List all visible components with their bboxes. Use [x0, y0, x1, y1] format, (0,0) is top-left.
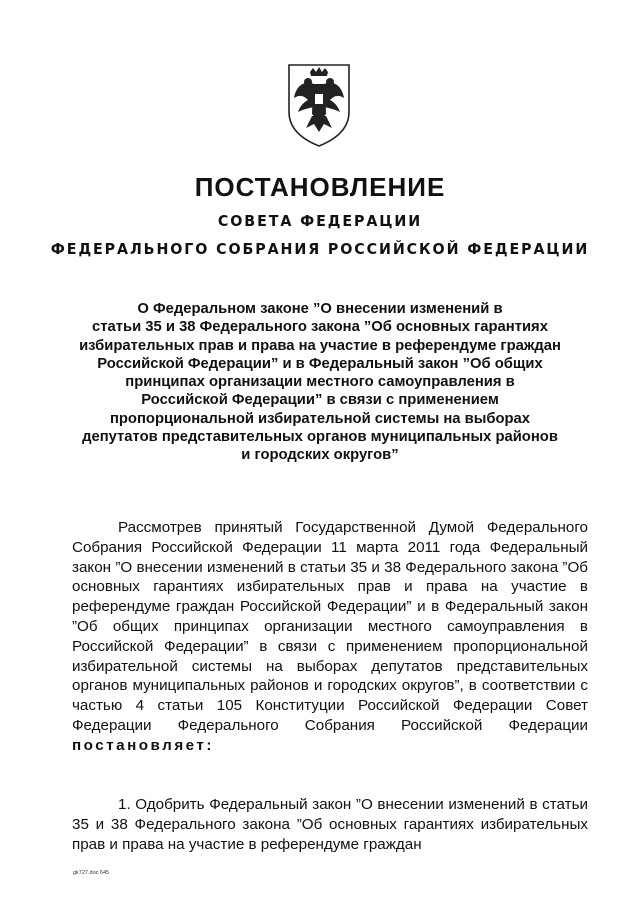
heading-line: О Федеральном законе ”О внесении изменений в — [137, 301, 503, 317]
coat-of-arms-icon — [286, 62, 352, 148]
document-code: gk727.doc 645 — [73, 870, 110, 876]
preamble-text: Рассмотрев принятый Государственной Думой Федерального Собрания Российской Федерации 11 марта 2011 года Федеральный закон ”О внесении изменений в статьи 35 и 38 Федерального закона ”Об основных гарантиях избирательных прав и права на участие в референдуме граждан Российской Федерации” и в Федеральный закон ”Об общих принципах организации местного самоуправления в Российской Федерации” в связи с применением пропорциональной избирательной системы на выборах депутатов представительных органов муниципальных районов и городских округов”, в соответствии с частью 4 статьи 105 Конституции Российской Федерации Совет Федерации Федерального Собрания Российской Федерации — [72, 519, 588, 734]
issuer-line-2: ФЕДЕРАЛЬНОГО СОБРАНИЯ РОССИЙСКОЙ ФЕДЕРАЦИИ — [50, 240, 590, 258]
heading-line: и городских округов” — [241, 447, 399, 464]
preamble-paragraph — [72, 518, 588, 756]
document-title: ПОСТАНОВЛЕНИЕ — [194, 172, 446, 202]
heading-line: депутатов представительных органов муниципальных районов — [82, 429, 558, 446]
clause-1-paragraph: 1. Одобрить Федеральный закон ”О внесении изменений в статьи 35 и 38 Федерального закона ”Об основных гарантиях избирательных прав и права на участие в референдуме граждан — [72, 796, 588, 853]
heading-line: Российской Федерации” и в Федеральный закон ”Об общих — [97, 355, 543, 372]
heading-line: Российской Федерации” в связи с применением — [141, 392, 499, 409]
heading-line: статьи 35 и 38 Федерального закона ”Об основных гарантиях — [92, 319, 548, 336]
heading-line: принципах организации местного самоуправления в — [125, 374, 515, 391]
document-heading — [60, 300, 580, 465]
resolves-word: постановляет: — [72, 736, 214, 754]
issuer-line-1: СОВЕТА ФЕДЕРАЦИИ — [217, 212, 423, 230]
heading-line: пропорциональной избирательной системы на выборах — [109, 410, 531, 427]
heading-line: избирательных прав и права на участие в референдуме граждан — [79, 337, 561, 354]
